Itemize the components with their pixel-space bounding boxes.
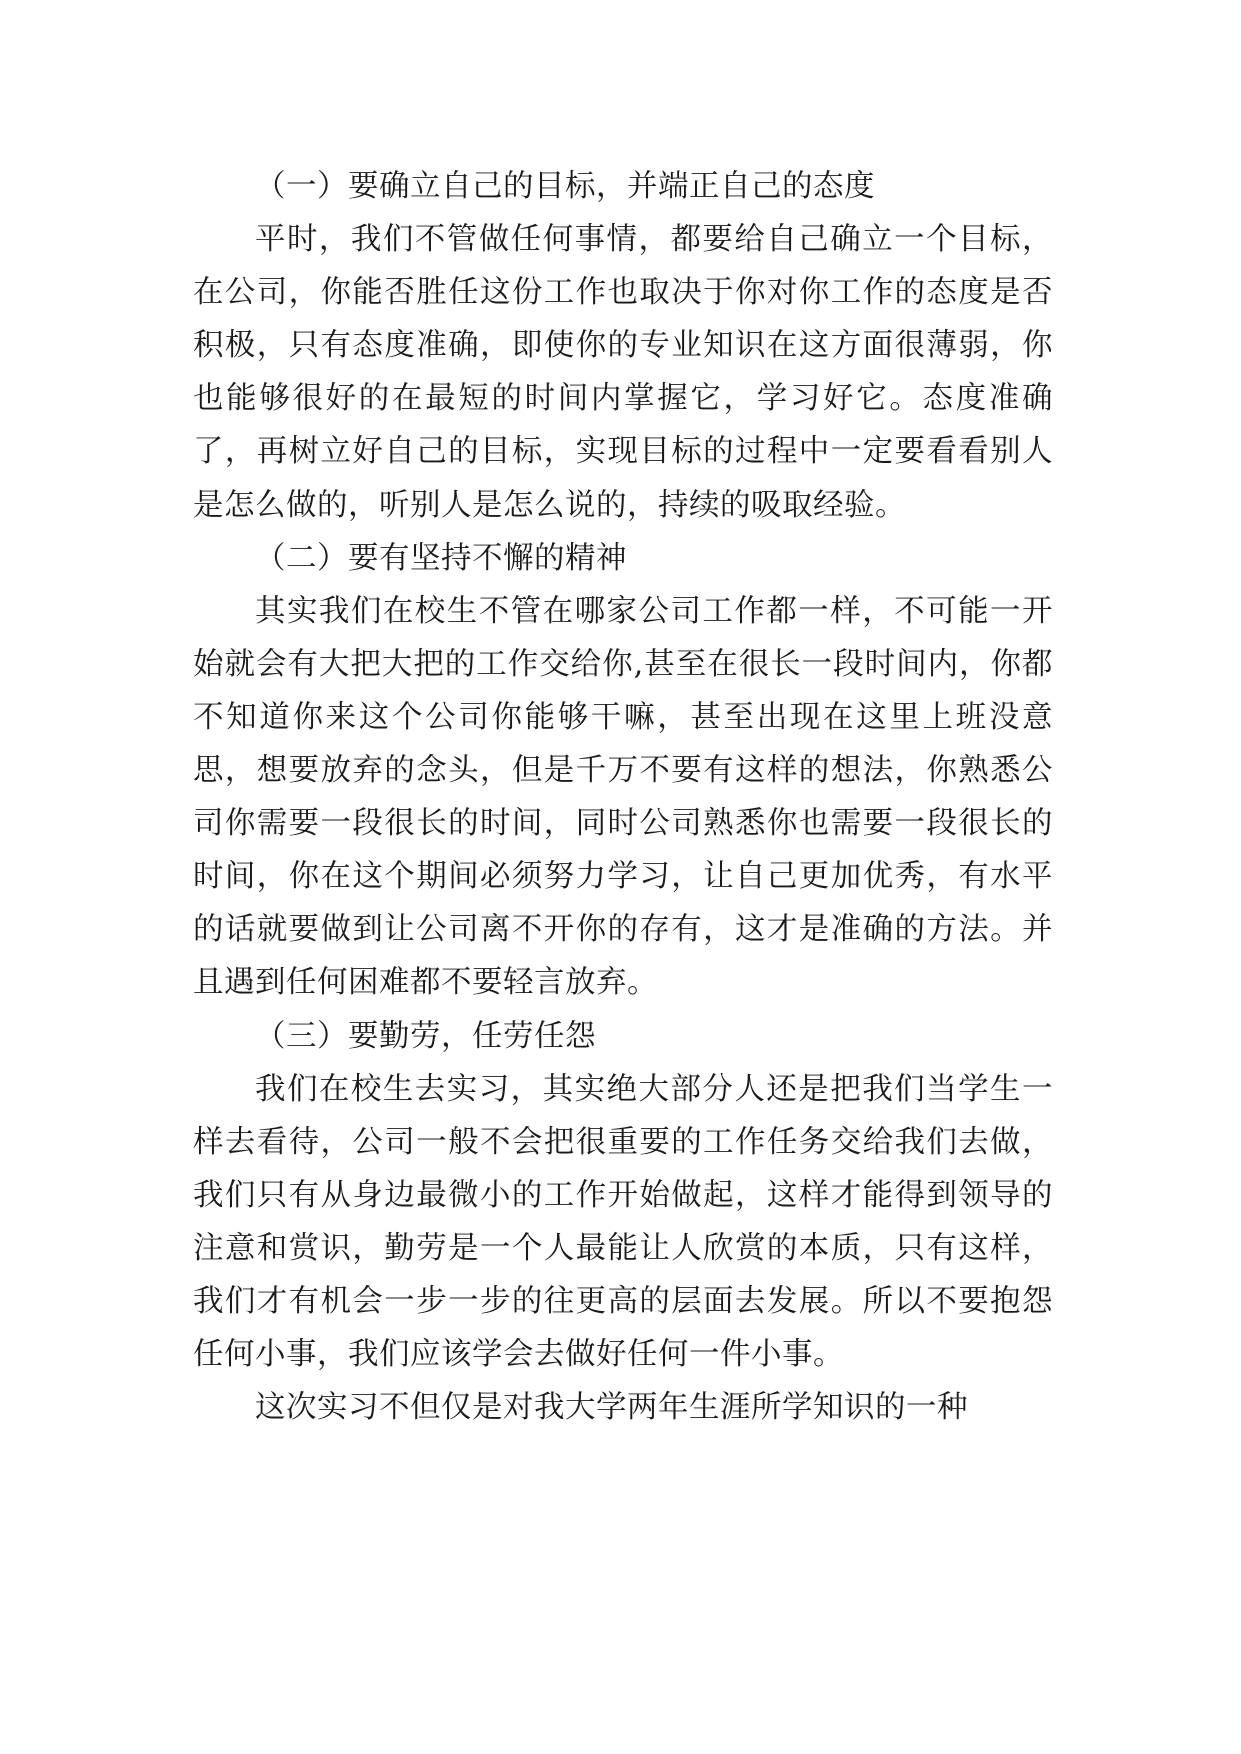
document-body <box>193 160 1053 1434</box>
paragraph-2: 其实我们在校生不管在哪家公司工作都一样，不可能一开始就会有大把大把的工作交给你,甚至在很长一段时间内，你都不知道你来这个公司你能够干嘛，甚至出现在这里上班没意思，想要放弃的念头，但是千万不要有这样的想法，你熟悉公司你需要一段很长的时间，同时公司熟悉你也需要一段很长的时间，你在这个期间必须努力学习，让自己更加优秀，有水平的话就要做到让公司离不开你的存有，这才是准确的方法。并且遇到任何困难都不要轻言放弃。 <box>193 593 1053 1001</box>
paragraph-1: 平时，我们不管做任何事情，都要给自己确立一个目标，在公司，你能否胜任这份工作也取决于你对你工作的态度是否积极，只有态度准确，即使你的专业知识在这方面很薄弱，你也能够很好的在最短的时间内掌握它，学习好它。态度准确了，再树立好自己的目标，实现目标的过程中一定要看看别人是怎么做的，听别人是怎么说的，持续的吸取经验。 <box>193 222 1053 523</box>
section-heading-2: （二）要有坚持不懈的精神 <box>255 540 627 576</box>
paragraph-4: 这次实习不但仅是对我大学两年生涯所学知识的一种 <box>255 1390 968 1426</box>
section-heading-3: （三）要勤劳，任劳任怨 <box>255 1018 596 1054</box>
paragraph-3: 我们在校生去实习，其实绝大部分人还是把我们当学生一样去看待，公司一般不会把很重要的工作任务交给我们去做，我们只有从身边最微小的工作开始做起，这样才能得到领导的注意和赏识，勤劳是一个人最能让人欣赏的本质，只有这样，我们才有机会一步一步的往更高的层面去发展。所以不要抱怨任何小事，我们应该学会去做好任何一件小事。 <box>193 1071 1053 1373</box>
section-heading-1: （一）要确立自己的目标，并端正自己的态度 <box>255 169 875 204</box>
